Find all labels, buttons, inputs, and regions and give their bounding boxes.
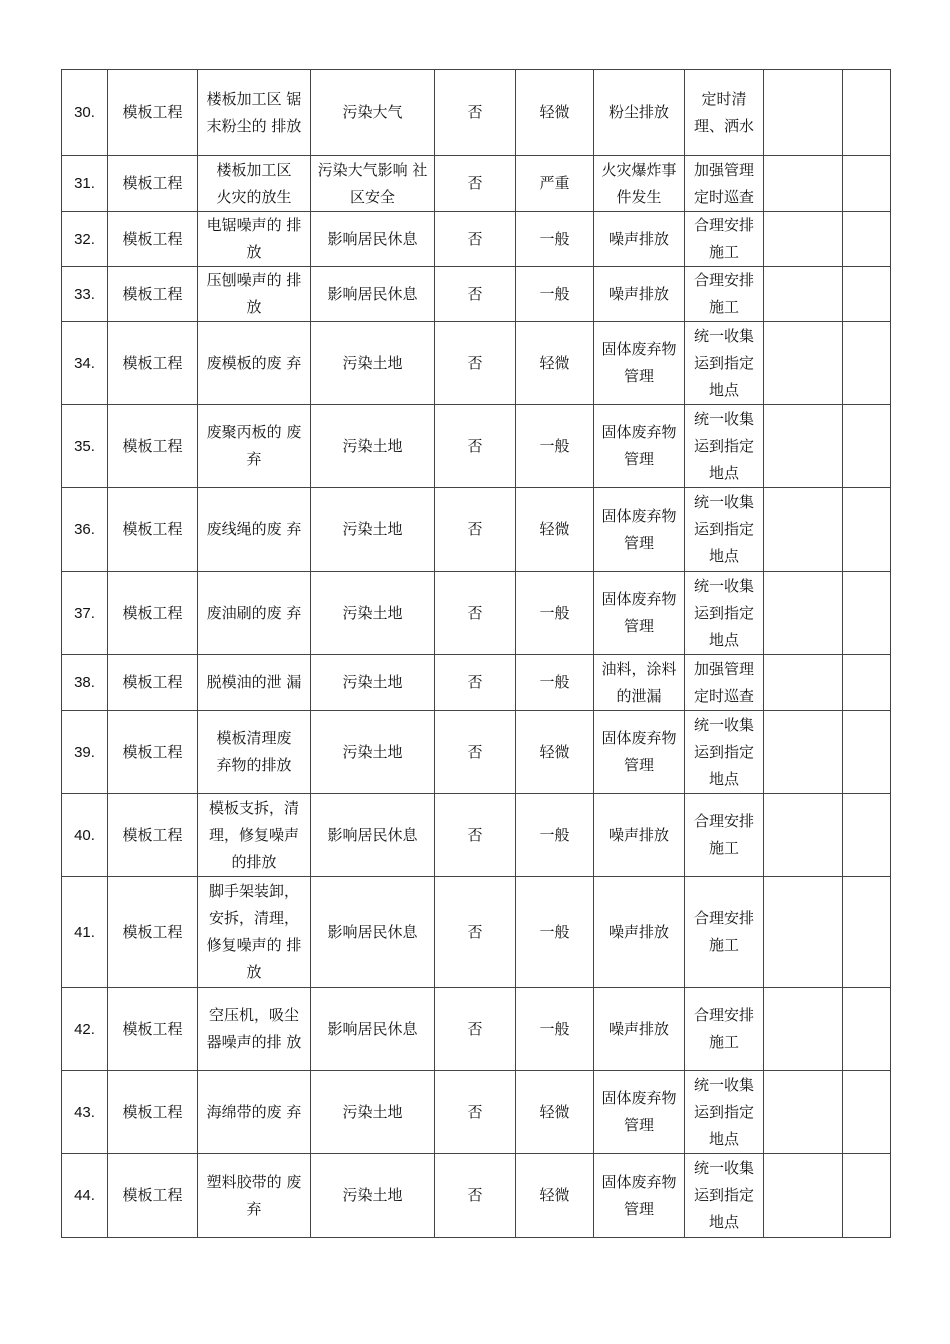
work-category: 模板工程 xyxy=(108,655,198,711)
impact-level: 一般 xyxy=(516,267,594,322)
impact-level: 轻微 xyxy=(516,1071,594,1154)
environmental-impact: 污染土地 xyxy=(311,488,435,572)
impact-level: 轻微 xyxy=(516,322,594,405)
environmental-impact: 污染土地 xyxy=(311,405,435,488)
environmental-impact: 影响居民休息 xyxy=(311,212,435,267)
empty-cell xyxy=(764,70,843,156)
work-category: 模板工程 xyxy=(108,488,198,572)
work-category: 模板工程 xyxy=(108,794,198,877)
aspect-type: 噪声排放 xyxy=(594,877,685,988)
table-row xyxy=(62,405,891,488)
environmental-impact: 污染大气影响 社 区安全 xyxy=(311,156,435,212)
row-number: 38. xyxy=(62,655,108,711)
row-number: 30. xyxy=(62,70,108,156)
impact-level: 一般 xyxy=(516,794,594,877)
significance-flag: 否 xyxy=(435,322,516,405)
control-measure: 统一收集 运到指定 地点 xyxy=(685,572,764,655)
environmental-aspect: 模板清理废 弃物的排放 xyxy=(198,711,311,794)
empty-cell xyxy=(843,988,891,1071)
empty-cell xyxy=(764,711,843,794)
row-number: 37. xyxy=(62,572,108,655)
aspect-type: 固体废弃物 管理 xyxy=(594,405,685,488)
table-row xyxy=(62,794,891,877)
row-number: 31. xyxy=(62,156,108,212)
empty-cell xyxy=(764,572,843,655)
empty-cell xyxy=(764,405,843,488)
environmental-aspect: 压刨噪声的 排 放 xyxy=(198,267,311,322)
table-row xyxy=(62,1071,891,1154)
impact-level: 轻微 xyxy=(516,488,594,572)
impact-level: 一般 xyxy=(516,877,594,988)
work-category: 模板工程 xyxy=(108,1154,198,1238)
control-measure: 加强管理 定时巡查 xyxy=(685,156,764,212)
significance-flag: 否 xyxy=(435,572,516,655)
table-row xyxy=(62,212,891,267)
significance-flag: 否 xyxy=(435,156,516,212)
empty-cell xyxy=(764,794,843,877)
empty-cell xyxy=(843,655,891,711)
environmental-aspect: 空压机，吸尘 器噪声的排 放 xyxy=(198,988,311,1071)
control-measure: 合理安排 施工 xyxy=(685,988,764,1071)
impact-level: 一般 xyxy=(516,988,594,1071)
environmental-aspect: 废线绳的废 弃 xyxy=(198,488,311,572)
work-category: 模板工程 xyxy=(108,212,198,267)
environmental-impact: 影响居民休息 xyxy=(311,877,435,988)
environmental-aspect: 电锯噪声的 排 放 xyxy=(198,212,311,267)
table-row xyxy=(62,988,891,1071)
table-row xyxy=(62,572,891,655)
environmental-aspect: 海绵带的废 弃 xyxy=(198,1071,311,1154)
environmental-aspect: 废聚丙板的 废 弃 xyxy=(198,405,311,488)
row-number: 33. xyxy=(62,267,108,322)
environmental-aspect: 脱模油的泄 漏 xyxy=(198,655,311,711)
environmental-aspect: 楼板加工区 火灾的放生 xyxy=(198,156,311,212)
significance-flag: 否 xyxy=(435,405,516,488)
aspect-type: 固体废弃物 管理 xyxy=(594,488,685,572)
empty-cell xyxy=(764,988,843,1071)
control-measure: 合理安排 施工 xyxy=(685,212,764,267)
aspect-type: 固体废弃物 管理 xyxy=(594,1154,685,1238)
aspect-type: 油料，涂料 的泄漏 xyxy=(594,655,685,711)
work-category: 模板工程 xyxy=(108,322,198,405)
row-number: 34. xyxy=(62,322,108,405)
table-row xyxy=(62,267,891,322)
significance-flag: 否 xyxy=(435,1154,516,1238)
impact-level: 一般 xyxy=(516,655,594,711)
empty-cell xyxy=(764,488,843,572)
empty-cell xyxy=(764,267,843,322)
work-category: 模板工程 xyxy=(108,572,198,655)
significance-flag: 否 xyxy=(435,488,516,572)
significance-flag: 否 xyxy=(435,212,516,267)
table-row xyxy=(62,877,891,988)
environmental-impact: 污染大气 xyxy=(311,70,435,156)
work-category: 模板工程 xyxy=(108,156,198,212)
work-category: 模板工程 xyxy=(108,405,198,488)
empty-cell xyxy=(764,1154,843,1238)
empty-cell xyxy=(843,877,891,988)
environmental-impact: 污染土地 xyxy=(311,572,435,655)
environmental-impact: 污染土地 xyxy=(311,1071,435,1154)
significance-flag: 否 xyxy=(435,794,516,877)
table-row xyxy=(62,1154,891,1238)
empty-cell xyxy=(843,1154,891,1238)
impact-level: 轻微 xyxy=(516,711,594,794)
impact-level: 轻微 xyxy=(516,1154,594,1238)
control-measure: 统一收集 运到指定 地点 xyxy=(685,1154,764,1238)
empty-cell xyxy=(843,1071,891,1154)
empty-cell xyxy=(843,156,891,212)
work-category: 模板工程 xyxy=(108,70,198,156)
aspect-type: 火灾爆炸事 件发生 xyxy=(594,156,685,212)
empty-cell xyxy=(843,212,891,267)
empty-cell xyxy=(843,267,891,322)
control-measure: 统一收集 运到指定 地点 xyxy=(685,488,764,572)
work-category: 模板工程 xyxy=(108,711,198,794)
control-measure: 统一收集 运到指定 地点 xyxy=(685,711,764,794)
table-row xyxy=(62,322,891,405)
impact-level: 一般 xyxy=(516,212,594,267)
empty-cell xyxy=(843,70,891,156)
row-number: 39. xyxy=(62,711,108,794)
empty-cell xyxy=(843,794,891,877)
environmental-aspect: 塑料胶带的 废 弃 xyxy=(198,1154,311,1238)
table-row xyxy=(62,156,891,212)
work-category: 模板工程 xyxy=(108,1071,198,1154)
impact-level: 一般 xyxy=(516,572,594,655)
table-row xyxy=(62,70,891,156)
empty-cell xyxy=(764,877,843,988)
significance-flag: 否 xyxy=(435,877,516,988)
aspect-type: 噪声排放 xyxy=(594,267,685,322)
control-measure: 合理安排 施工 xyxy=(685,877,764,988)
empty-cell xyxy=(764,212,843,267)
row-number: 44. xyxy=(62,1154,108,1238)
impact-level: 一般 xyxy=(516,405,594,488)
environmental-impact: 影响居民休息 xyxy=(311,794,435,877)
control-measure: 合理安排 施工 xyxy=(685,267,764,322)
work-category: 模板工程 xyxy=(108,988,198,1071)
row-number: 32. xyxy=(62,212,108,267)
aspect-type: 固体废弃物 管理 xyxy=(594,572,685,655)
empty-cell xyxy=(764,1071,843,1154)
environmental-impact: 污染土地 xyxy=(311,1154,435,1238)
empty-cell xyxy=(843,488,891,572)
control-measure: 统一收集 运到指定 地点 xyxy=(685,405,764,488)
empty-cell xyxy=(843,711,891,794)
aspect-type: 噪声排放 xyxy=(594,988,685,1071)
environmental-aspect: 脚手架装卸， 安拆，清理， 修复噪声的 排 放 xyxy=(198,877,311,988)
aspect-type: 固体废弃物 管理 xyxy=(594,1071,685,1154)
row-number: 42. xyxy=(62,988,108,1071)
environmental-aspect: 楼板加工区 锯 末粉尘的 排放 xyxy=(198,70,311,156)
aspect-type: 粉尘排放 xyxy=(594,70,685,156)
row-number: 43. xyxy=(62,1071,108,1154)
environmental-impact: 污染土地 xyxy=(311,322,435,405)
aspect-type: 固体废弃物 管理 xyxy=(594,322,685,405)
row-number: 40. xyxy=(62,794,108,877)
environmental-aspect: 废模板的废 弃 xyxy=(198,322,311,405)
row-number: 35. xyxy=(62,405,108,488)
control-measure: 统一收集 运到指定 地点 xyxy=(685,1071,764,1154)
empty-cell xyxy=(843,322,891,405)
impact-level: 严重 xyxy=(516,156,594,212)
significance-flag: 否 xyxy=(435,988,516,1071)
table-row xyxy=(62,488,891,572)
environmental-aspect: 废油刷的废 弃 xyxy=(198,572,311,655)
empty-cell xyxy=(764,322,843,405)
table-body xyxy=(62,70,891,1238)
significance-flag: 否 xyxy=(435,267,516,322)
significance-flag: 否 xyxy=(435,70,516,156)
aspect-type: 噪声排放 xyxy=(594,794,685,877)
aspect-type: 噪声排放 xyxy=(594,212,685,267)
empty-cell xyxy=(764,156,843,212)
empty-cell xyxy=(843,405,891,488)
environmental-impact: 污染土地 xyxy=(311,711,435,794)
row-number: 41. xyxy=(62,877,108,988)
significance-flag: 否 xyxy=(435,655,516,711)
impact-level: 轻微 xyxy=(516,70,594,156)
table-row xyxy=(62,711,891,794)
work-category: 模板工程 xyxy=(108,267,198,322)
work-category: 模板工程 xyxy=(108,877,198,988)
control-measure: 合理安排 施工 xyxy=(685,794,764,877)
environmental-impact: 影响居民休息 xyxy=(311,988,435,1071)
environmental-impact: 影响居民休息 xyxy=(311,267,435,322)
row-number: 36. xyxy=(62,488,108,572)
control-measure: 加强管理 定时巡查 xyxy=(685,655,764,711)
significance-flag: 否 xyxy=(435,711,516,794)
empty-cell xyxy=(843,572,891,655)
environmental-aspect: 模板支拆，清 理，修复噪声 的排放 xyxy=(198,794,311,877)
environmental-aspects-table xyxy=(61,69,891,1238)
environmental-impact: 污染土地 xyxy=(311,655,435,711)
empty-cell xyxy=(764,655,843,711)
table-row xyxy=(62,655,891,711)
aspect-type: 固体废弃物 管理 xyxy=(594,711,685,794)
control-measure: 统一收集 运到指定 地点 xyxy=(685,322,764,405)
significance-flag: 否 xyxy=(435,1071,516,1154)
control-measure: 定时清 理、洒水 xyxy=(685,70,764,156)
